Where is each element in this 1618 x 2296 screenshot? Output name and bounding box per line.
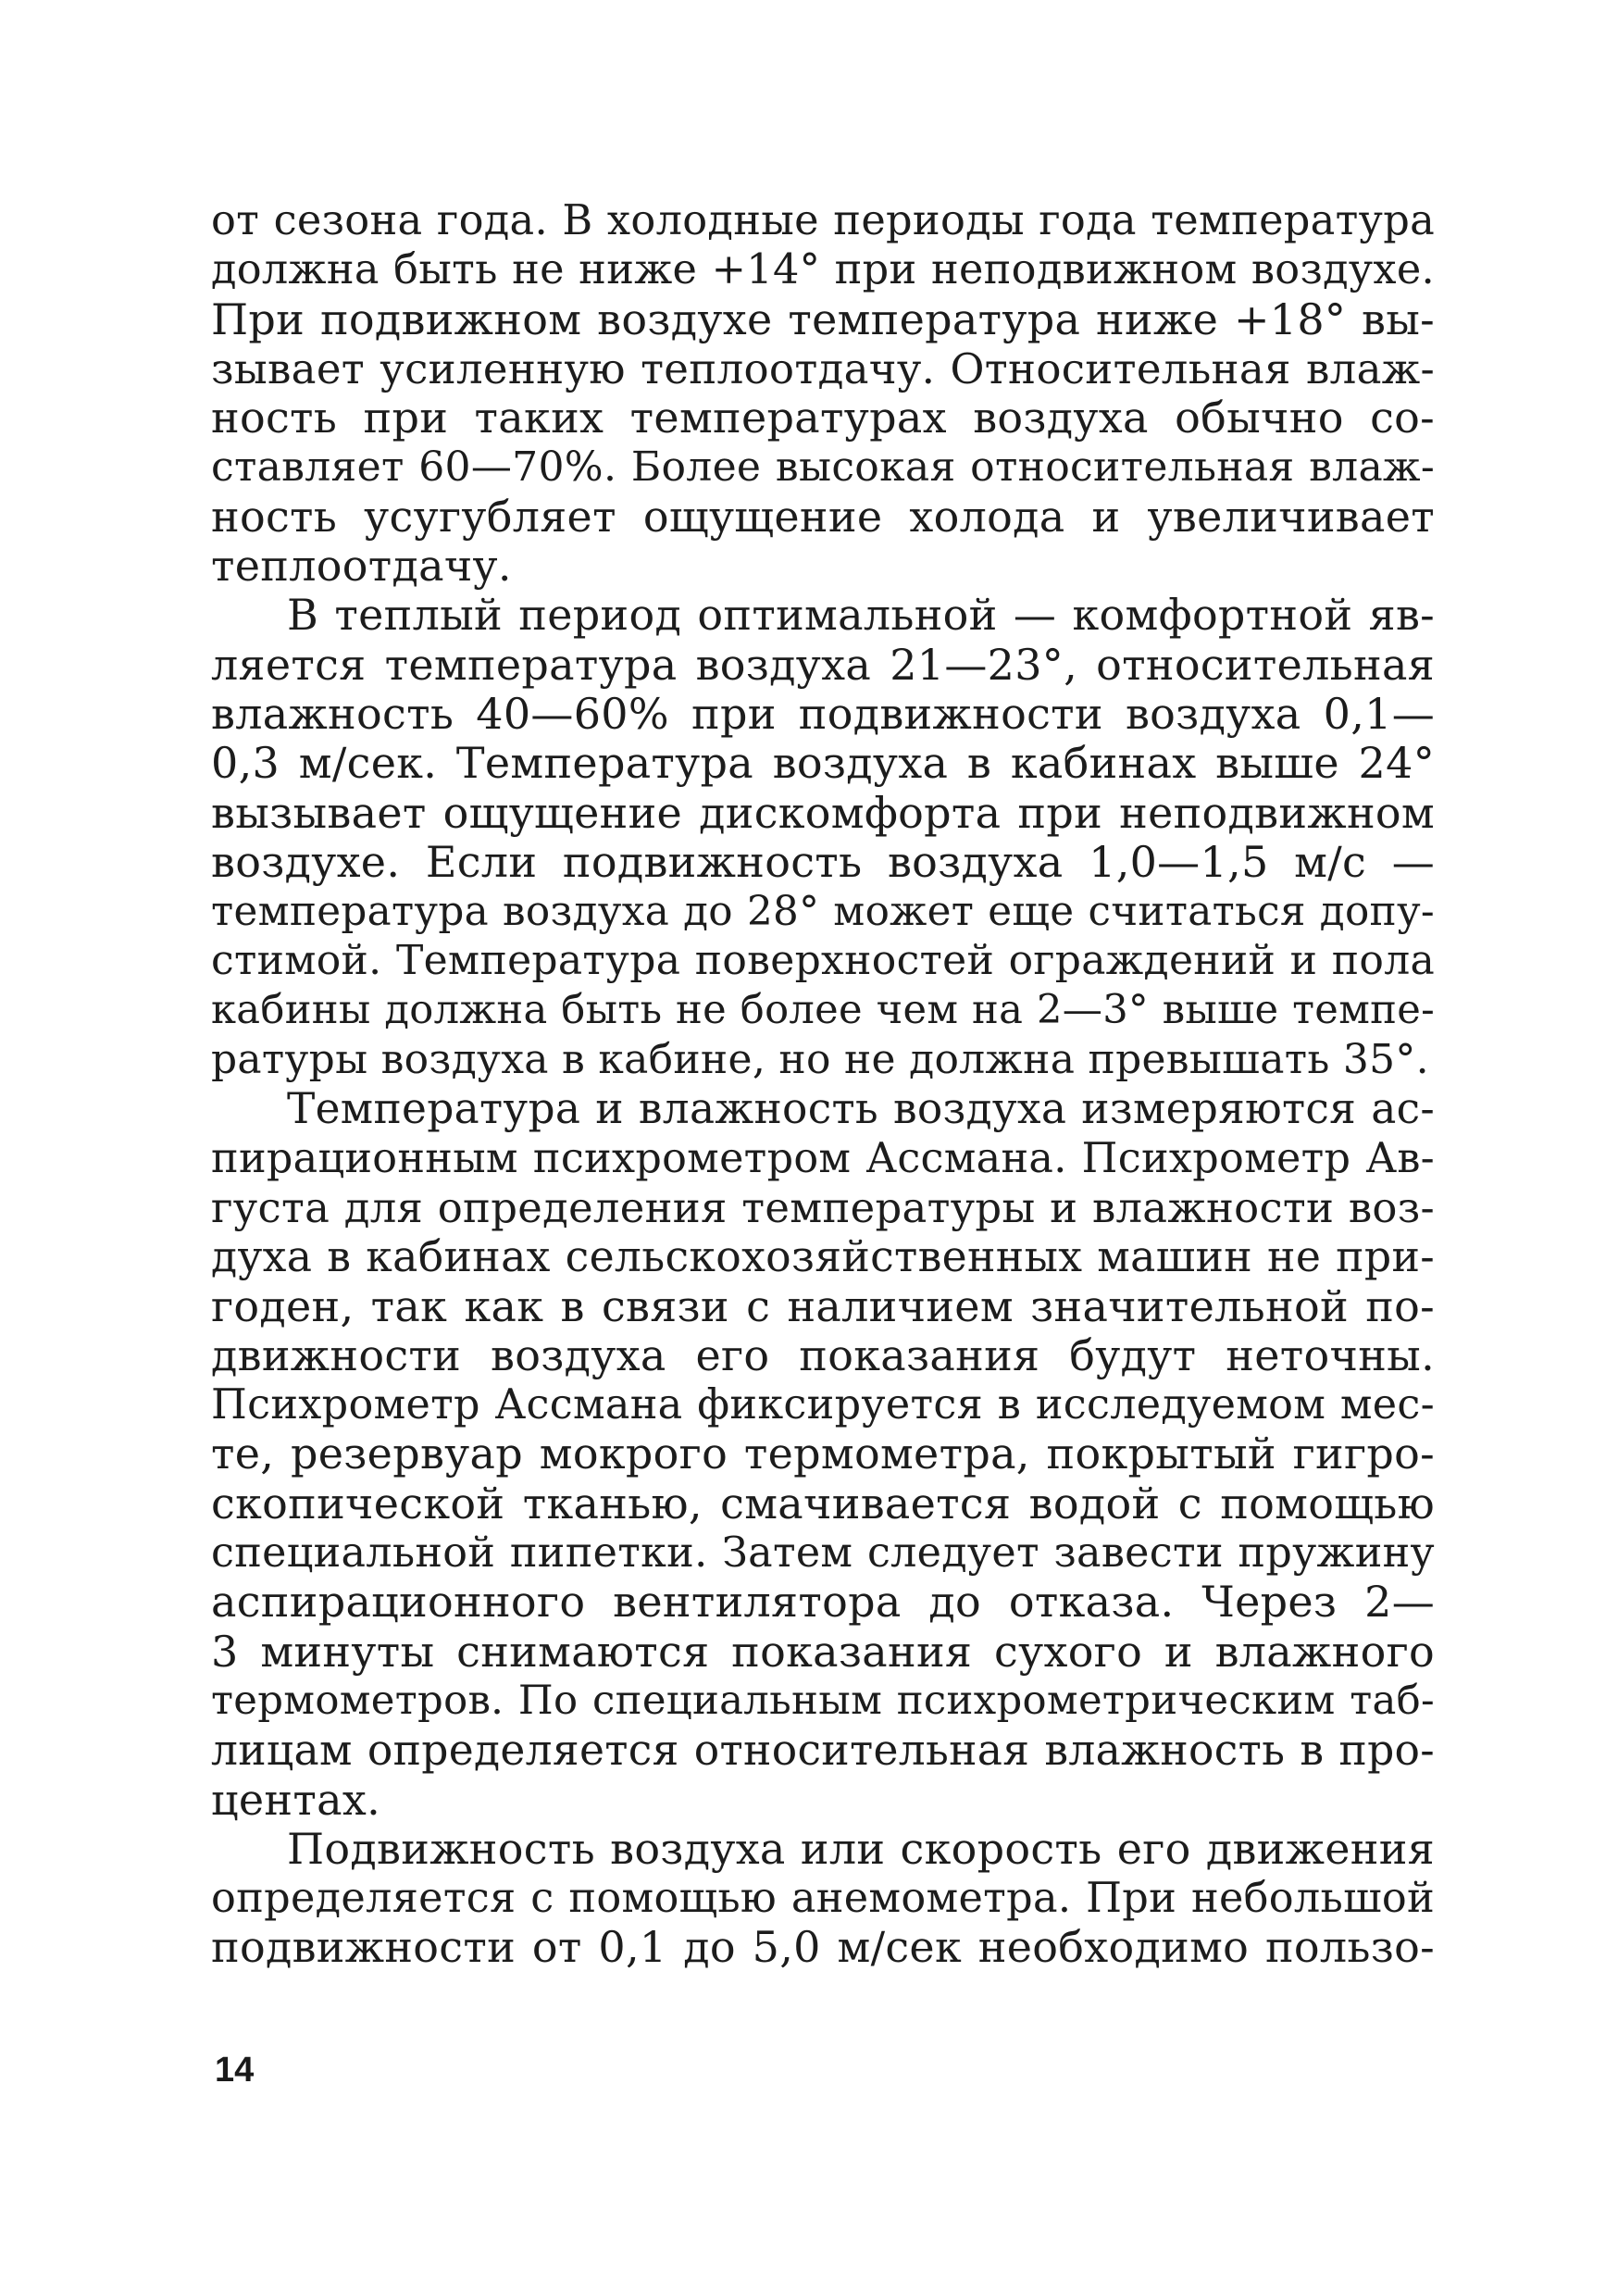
text-line: духа в кабинах сельскохозяйственных машин не при- xyxy=(211,1232,1435,1282)
text-line: движности воздуха его показания будут неточны. xyxy=(211,1329,1435,1380)
text-line: При подвижном воздухе температура ниже +18° вы- xyxy=(211,293,1435,344)
text-line: стимой. Температура поверхностей ограждений и пола xyxy=(211,937,1435,985)
text-line: 0,3 м/сек. Температура воздуха в кабинах выше 24° xyxy=(211,738,1435,789)
text-line: пирационным психрометром Ассмана. Психрометр Ав- xyxy=(211,1134,1435,1182)
text-line: годен, так как в связи с наличием значительной по- xyxy=(211,1280,1435,1331)
text-line: кабины должна быть не более чем на 2—3° выше темпе- xyxy=(211,986,1435,1033)
text-line: от сезона года. В холодные периоды года температура xyxy=(211,196,1435,244)
text-line: температура воздуха до 28° может еще считаться допу- xyxy=(211,888,1435,936)
text-line: густа для определения температуры и влажности воз- xyxy=(211,1182,1435,1232)
page-number: 14 xyxy=(215,2051,255,2090)
text-line: специальной пипетки. Затем следует завести пружину xyxy=(211,1529,1435,1578)
text-line: влажность 40—60% при подвижности воздуха 0,1— xyxy=(211,688,1435,739)
text-line: Температура и влажность воздуха измеряются ас- xyxy=(287,1084,1435,1134)
body-text xyxy=(211,196,1435,2085)
text-line: центах. xyxy=(211,1774,381,1825)
text-line: лицам определяется относительная влажность в про- xyxy=(211,1726,1435,1776)
text-line: определяется с помощью анемометра. При небольшой xyxy=(211,1874,1435,1923)
text-line: 3 минуты снимаются показания сухого и влажного xyxy=(211,1626,1435,1677)
text-line: Подвижность воздуха или скорость его движения xyxy=(287,1823,1435,1874)
text-line: ность при таких температурах воздуха обычно со- xyxy=(211,393,1435,443)
text-line: вызывает ощущение дискомфорта при неподвижном xyxy=(211,787,1435,838)
text-line: ляется температура воздуха 21—23°, относительная xyxy=(211,639,1435,690)
text-line: подвижности от 0,1 до 5,0 м/сек необходимо пользо- xyxy=(211,1922,1435,1973)
text-line: должна быть не ниже +14° при неподвижном воздухе. xyxy=(211,245,1435,294)
text-line: теплоотдачу. xyxy=(211,541,512,592)
text-line: воздухе. Если подвижность воздуха 1,0—1,5 м/с — xyxy=(211,836,1435,887)
text-line: зывает усиленную теплоотдачу. Относительная влаж- xyxy=(211,343,1435,393)
text-line: аспирационного вентилятора до отказа. Через 2— xyxy=(211,1577,1435,1628)
text-line: В теплый период оптимальной — комфортной яв- xyxy=(287,590,1435,641)
text-line: ратуры воздуха в кабине, но не должна превышать 35°. xyxy=(211,1036,1429,1084)
text-line: ставляет 60—70%. Более высокая относительная влаж- xyxy=(211,443,1435,492)
text-line: скопической тканью, смачивается водой с помощью xyxy=(211,1478,1435,1529)
text-line: ность усугубляет ощущение холода и увеличивает xyxy=(211,491,1435,542)
text-line: те, резервуар мокрого термометра, покрытый гигро- xyxy=(211,1429,1435,1479)
text-line: термометров. По специальным психрометрическим таб- xyxy=(211,1677,1435,1724)
text-line: Психрометр Ассмана фиксируется в исследуемом мес- xyxy=(211,1381,1435,1429)
